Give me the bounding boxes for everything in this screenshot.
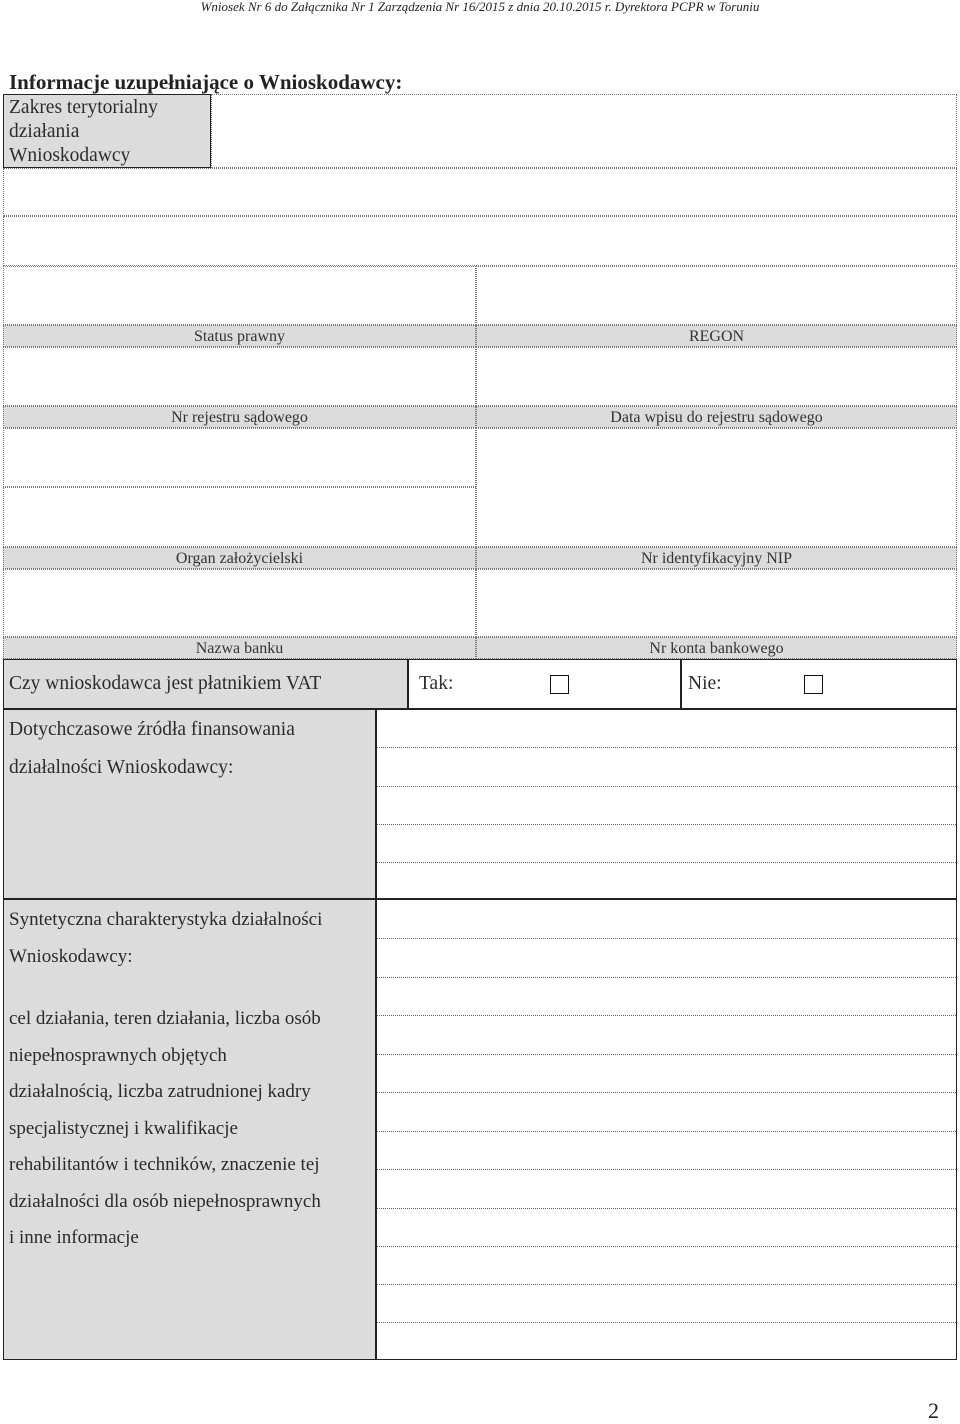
sources-line [377,862,956,863]
organ-input-row-2[interactable] [3,487,476,547]
vat-no-checkbox[interactable] [804,675,823,694]
sources-line [377,824,956,825]
vat-yes-label: Tak: [419,673,454,694]
vat-question: Czy wnioskodawca jest płatnikiem VAT [9,673,322,694]
characteristics-desc-line1: cel działania, teren działania, liczba osób [9,1008,321,1029]
vat-no-label: Nie: [688,673,722,694]
data-wpisu-label: Data wpisu do rejestru sądowego [476,406,957,428]
nip-input[interactable] [476,428,957,547]
organ-label: Organ założycielski [3,547,476,569]
characteristics-desc-line6: działalności dla osób niepełnosprawnych [9,1190,321,1212]
vat-no-cell [681,659,957,709]
characteristics-line [377,1054,956,1055]
characteristics-desc-line2: niepełnosprawnych objętych [9,1044,227,1066]
characteristics-desc-line7: i inne informacje [9,1227,139,1248]
nip-label: Nr identyfikacyjny NIP [476,547,957,569]
territorial-label-cell [3,94,211,168]
regon-input[interactable] [476,266,957,325]
characteristics-desc-line4: specjalistycznej i kwalifikacje [9,1117,238,1139]
characteristics-line [377,1246,956,1247]
sources-line [377,786,956,787]
vat-yes-cell [408,659,681,709]
konto-label: Nr konta bankowego [476,637,957,659]
vat-question-cell [3,659,408,709]
vat-yes-checkbox[interactable] [550,675,569,694]
bank-input[interactable] [3,569,476,637]
sources-label-cell [3,709,376,899]
characteristics-label-line1: Syntetyczna charakterystyka działalności [9,909,323,930]
characteristics-desc-line5: rehabilitantów i techników, znaczenie tej [9,1154,320,1175]
characteristics-line [377,1131,956,1132]
status-prawny-label: Status prawny [3,325,476,347]
territorial-label-line3: Wnioskodawcy [9,145,131,166]
characteristics-line [377,1015,956,1016]
sources-line [377,747,956,748]
characteristics-line [377,1092,956,1093]
characteristics-line [377,1284,956,1285]
characteristics-line [377,1322,956,1323]
characteristics-line [377,938,956,939]
territorial-input-row-3[interactable] [3,216,957,266]
sources-label-line2: działalności Wnioskodawcy: [9,757,234,778]
characteristics-desc-line3: działalnością, liczba zatrudnionej kadry [9,1081,311,1102]
territorial-input-row-2[interactable] [3,168,957,216]
page-number: 2 [928,1398,939,1423]
characteristics-label-line2: Wnioskodawcy: [9,945,133,967]
characteristics-line [377,977,956,978]
characteristics-line [377,1208,956,1209]
territorial-label-line1: Zakres terytorialny [9,97,158,118]
characteristics-label-cell [3,899,376,1360]
organ-input[interactable] [3,428,476,487]
sources-input[interactable] [376,709,957,899]
konto-input[interactable] [476,569,957,637]
nr-rejestru-input[interactable] [3,347,476,406]
territorial-label-line2: działania [9,121,80,142]
nr-rejestru-label: Nr rejestru sądowego [3,406,476,428]
section-title: Informacje uzupełniające o Wnioskodawcy: [9,70,403,94]
characteristics-input[interactable] [376,899,957,1360]
characteristics-line [377,1169,956,1170]
bank-label: Nazwa banku [3,637,476,659]
sources-label-line1: Dotychczasowe źródła finansowania [9,719,295,740]
territorial-input[interactable] [211,94,957,168]
status-prawny-input[interactable] [3,266,476,325]
data-wpisu-input[interactable] [476,347,957,406]
document-header: Wniosek Nr 6 do Załącznika Nr 1 Zarządzenia Nr 16/2015 z dnia 20.10.2015 r. Dyrektora PCPR w Toruniu [200,0,760,14]
regon-label: REGON [476,325,957,347]
